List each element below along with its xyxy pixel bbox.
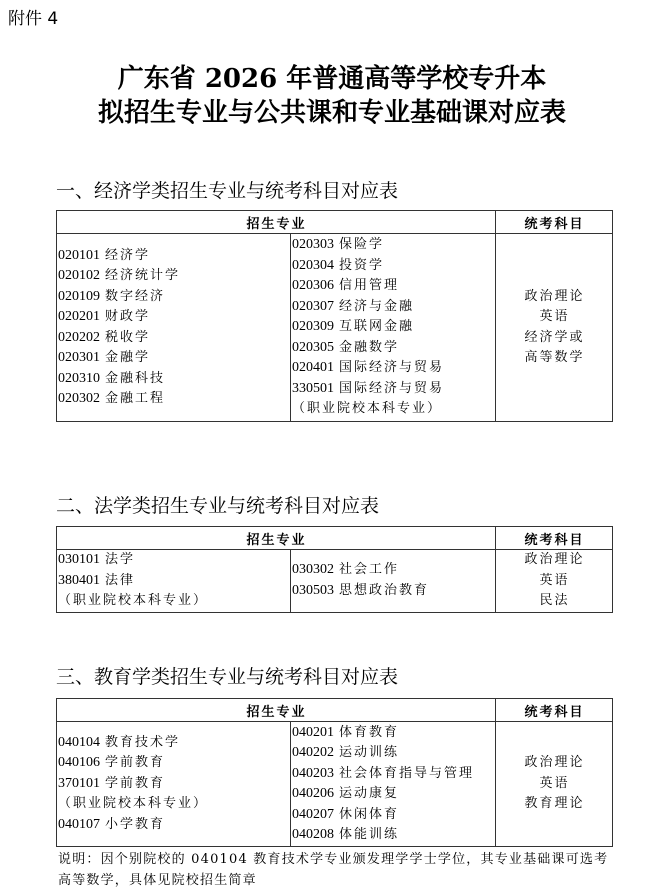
major-code: 040206	[292, 786, 334, 801]
major-item	[58, 733, 290, 754]
major-item	[58, 287, 290, 308]
major-name: 小学教育	[105, 816, 166, 832]
major-item	[58, 815, 290, 836]
major-code: 020306	[292, 278, 334, 294]
subject-item: 经济学或	[524, 329, 585, 345]
major-code: 040107	[58, 816, 100, 832]
economics-table	[56, 210, 613, 422]
left-majors-cell	[57, 234, 291, 422]
law-table	[56, 526, 613, 613]
table-body-row	[57, 722, 613, 847]
major-name: 保险学	[339, 237, 385, 253]
major-name: 信用管理	[339, 278, 400, 294]
major-code: 040201	[292, 724, 334, 740]
major-note-text: （职业院校本科专业）	[292, 401, 443, 417]
major-code: 020201	[58, 309, 100, 324]
major-item	[292, 743, 495, 764]
major-item	[292, 297, 495, 318]
major-code: 020305	[292, 339, 334, 355]
header-major: 招生专业	[57, 527, 496, 550]
major-name: 运动训练	[339, 745, 400, 760]
subject-item: 政治理论	[524, 552, 585, 567]
subject-item: 政治理论	[524, 288, 585, 304]
left-majors-cell	[57, 722, 291, 847]
major-name: 经济与金融	[339, 298, 415, 314]
right-majors-cell	[291, 234, 496, 422]
major-item	[58, 571, 290, 592]
header-subjects: 统考科目	[496, 699, 613, 722]
major-item	[58, 369, 290, 390]
major-name: 教育技术学	[105, 734, 181, 750]
major-item	[292, 379, 495, 400]
major-item	[58, 389, 290, 410]
major-item	[58, 753, 290, 774]
subject-item: 民法	[539, 593, 570, 608]
major-name: 金融工程	[105, 391, 166, 406]
major-name: 休闲体育	[339, 806, 400, 822]
major-name: 体育教育	[339, 724, 400, 740]
major-name: 财政学	[105, 309, 151, 324]
subjects-cell	[496, 234, 613, 422]
remark-note: 说明：因个别院校的 040104 教育技术学专业颁发理学学士学位，其专业基础课可选考高等数学，具体见院校招生简章	[58, 852, 609, 888]
major-code: 020102	[58, 268, 100, 283]
major-item	[58, 348, 290, 369]
section-heading-law: 二、法学类招生专业与统考科目对应表	[56, 495, 380, 517]
major-item	[58, 774, 290, 795]
major-code: 020301	[58, 350, 100, 365]
major-name: 金融数学	[339, 339, 400, 355]
major-code: 020401	[292, 360, 334, 376]
major-note	[58, 794, 290, 815]
major-item	[58, 307, 290, 328]
major-code: 040106	[58, 755, 100, 771]
major-code: 030302	[292, 562, 334, 578]
subject-item: 英语	[539, 309, 570, 324]
major-code: 020109	[58, 288, 100, 304]
table-header-row	[57, 699, 613, 722]
major-item	[292, 235, 495, 256]
major-code: 020307	[292, 298, 334, 314]
major-code: 040202	[292, 745, 334, 760]
subject-item: 政治理论	[524, 755, 585, 771]
major-name: 学前教育	[105, 755, 166, 771]
major-item	[292, 560, 495, 581]
major-note-text: （职业院校本科专业）	[58, 796, 209, 812]
major-name: 学前教育	[105, 775, 166, 791]
major-name: 社会体育指导与管理	[339, 765, 475, 781]
right-majors-cell	[291, 550, 496, 613]
major-name: 金融科技	[105, 370, 166, 386]
major-item	[58, 550, 290, 571]
major-name: 经济学	[105, 247, 151, 263]
major-item	[58, 266, 290, 287]
major-code: 330501	[292, 380, 334, 396]
major-name: 法学	[105, 552, 136, 567]
attachment-label: 附件 4	[8, 9, 59, 29]
subject-item: 教育理论	[524, 796, 585, 812]
document-title-line-1: 广东省 2026 年普通高等学校专升本	[117, 64, 547, 94]
section-heading-education: 三、教育学类招生专业与统考科目对应表	[56, 666, 399, 688]
major-name: 社会工作	[339, 562, 400, 578]
major-code: 020202	[58, 329, 100, 345]
major-code: 030101	[58, 552, 100, 567]
table-header-row	[57, 527, 613, 550]
left-majors-cell	[57, 550, 291, 613]
major-code: 040104	[58, 734, 100, 750]
major-name: 运动康复	[339, 786, 400, 801]
header-major: 招生专业	[57, 699, 496, 722]
major-name: 国际经济与贸易	[339, 360, 445, 376]
major-item	[292, 581, 495, 602]
subject-item: 英语	[539, 775, 570, 791]
major-item	[292, 338, 495, 359]
subjects-cell	[496, 550, 613, 613]
major-name: 互联网金融	[339, 319, 415, 335]
header-subjects: 统考科目	[496, 211, 613, 234]
major-name: 思想政治教育	[339, 582, 430, 598]
major-item	[292, 825, 495, 846]
major-note	[58, 591, 290, 612]
major-item	[292, 764, 495, 785]
major-code: 030503	[292, 582, 334, 598]
major-code: 040208	[292, 827, 334, 842]
major-code: 040207	[292, 806, 334, 822]
table-header-row	[57, 211, 613, 234]
subject-item: 英语	[539, 572, 570, 588]
major-item	[292, 805, 495, 826]
major-code: 020101	[58, 247, 100, 263]
table-body-row	[57, 550, 613, 613]
major-name: 法律	[105, 572, 136, 588]
header-major: 招生专业	[57, 211, 496, 234]
right-majors-cell	[291, 722, 496, 847]
subject-item: 高等数学	[524, 350, 585, 365]
major-code: 020302	[58, 391, 100, 406]
major-note	[292, 399, 495, 420]
major-item	[292, 784, 495, 805]
major-name: 经济统计学	[105, 268, 181, 283]
major-code: 040203	[292, 765, 334, 781]
major-name: 税收学	[105, 329, 151, 345]
major-name: 数字经济	[105, 288, 166, 304]
major-code: 370101	[58, 775, 100, 791]
major-item	[58, 246, 290, 267]
major-item	[58, 328, 290, 349]
major-note-text: （职业院校本科专业）	[58, 593, 209, 608]
major-item	[292, 276, 495, 297]
table-body-row	[57, 234, 613, 422]
major-code: 020309	[292, 319, 334, 335]
major-item	[292, 723, 495, 744]
major-item	[292, 317, 495, 338]
major-name: 体能训练	[339, 827, 400, 842]
header-subjects: 统考科目	[496, 527, 613, 550]
major-code: 020303	[292, 237, 334, 253]
major-code: 020310	[58, 370, 100, 386]
major-name: 金融学	[105, 350, 151, 365]
subjects-cell	[496, 722, 613, 847]
major-item	[292, 256, 495, 277]
major-code: 380401	[58, 572, 100, 588]
major-code: 020304	[292, 257, 334, 273]
major-item	[292, 358, 495, 379]
education-table	[56, 698, 613, 847]
major-name: 投资学	[339, 257, 385, 273]
major-name: 国际经济与贸易	[339, 380, 445, 396]
section-heading-economics: 一、经济学类招生专业与统考科目对应表	[56, 180, 399, 202]
document-title-line-2: 拟招生专业与公共课和专业基础课对应表	[97, 98, 566, 128]
